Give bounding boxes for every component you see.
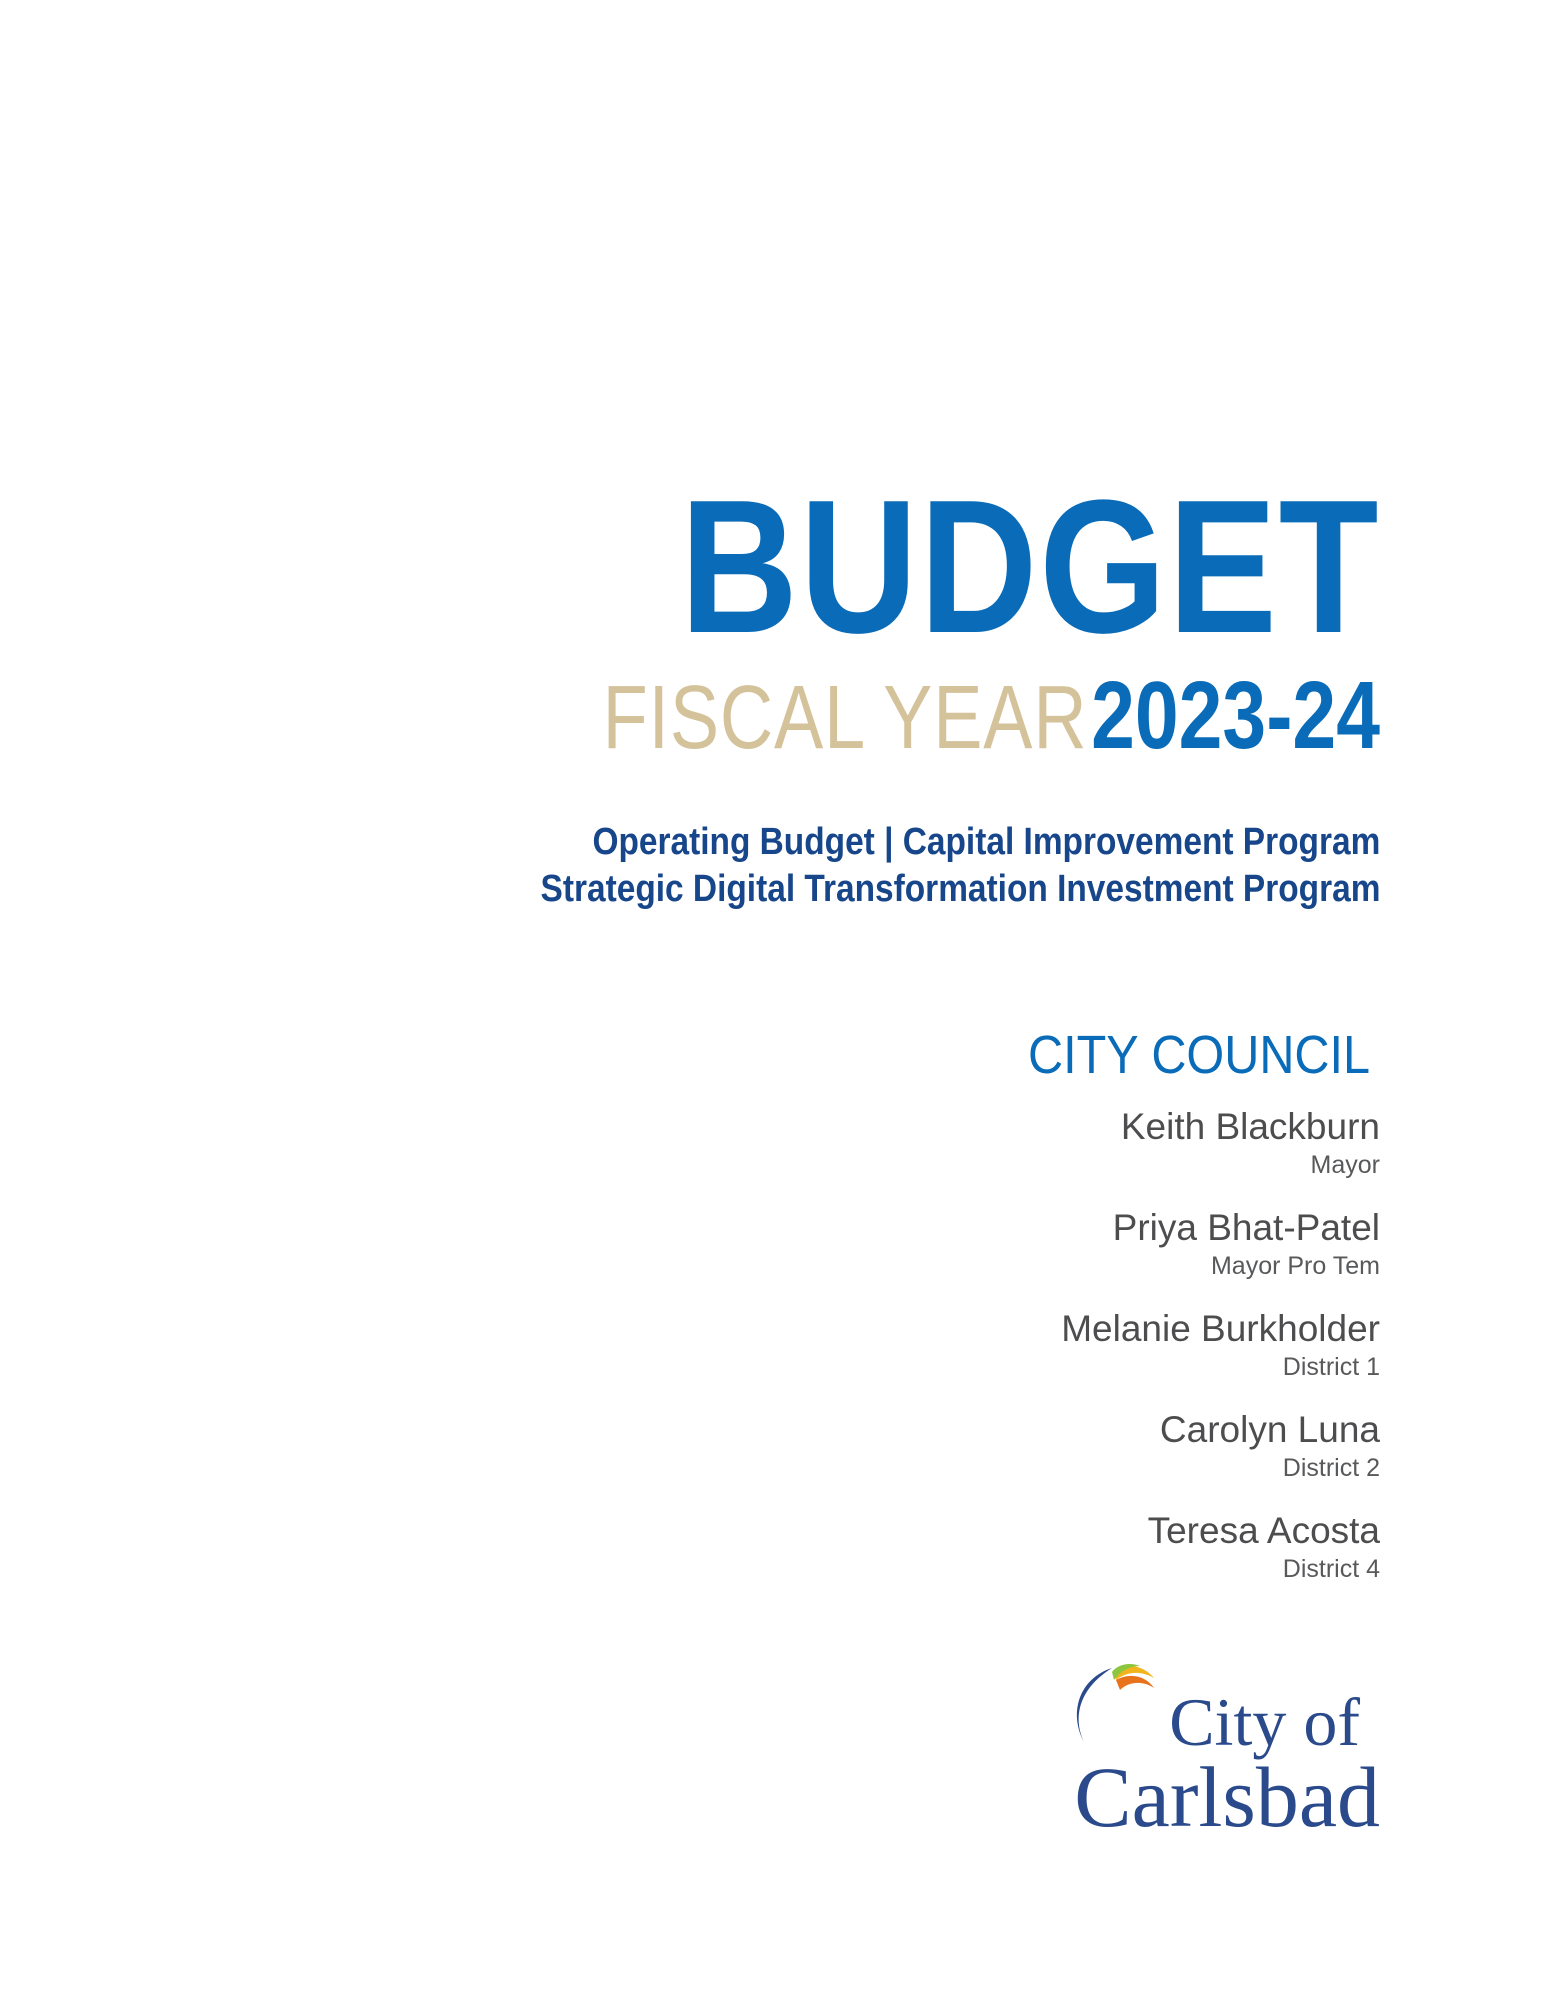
member-role: Mayor — [1310, 1151, 1380, 1179]
logo-text-line1: City of — [1169, 1684, 1360, 1760]
council-member-list — [1061, 1105, 1380, 1610]
council-member — [1061, 1509, 1380, 1610]
member-role: District 2 — [1282, 1454, 1380, 1482]
council-member — [1061, 1206, 1380, 1307]
budget-title: BUDGET — [679, 461, 1380, 673]
program-line-1: Operating Budget | Capital Improvement Program — [592, 821, 1380, 863]
member-name: Carolyn Luna — [1159, 1409, 1380, 1450]
council-member — [1061, 1408, 1380, 1509]
fiscal-year-value: 2023-24 — [1091, 662, 1380, 769]
member-role: District 4 — [1282, 1555, 1380, 1583]
member-name: Keith Blackburn — [1120, 1106, 1380, 1147]
member-role: District 1 — [1282, 1353, 1380, 1381]
member-name: Priya Bhat-Patel — [1112, 1207, 1380, 1248]
program-line-2: Strategic Digital Transformation Investment Program — [540, 868, 1380, 910]
council-member — [1061, 1105, 1380, 1206]
logo-text-line2: Carlsbad — [1074, 1749, 1380, 1845]
member-role: Mayor Pro Tem — [1210, 1252, 1380, 1280]
member-name: Melanie Burkholder — [1061, 1308, 1380, 1349]
council-member — [1061, 1307, 1380, 1408]
city-council-heading: CITY COUNCIL — [1027, 1025, 1370, 1085]
fiscal-year-line — [602, 662, 1380, 769]
fiscal-year-label: FISCAL YEAR — [602, 668, 1088, 768]
city-of-carlsbad-logo — [1050, 1660, 1380, 1845]
member-name: Teresa Acosta — [1147, 1510, 1380, 1551]
